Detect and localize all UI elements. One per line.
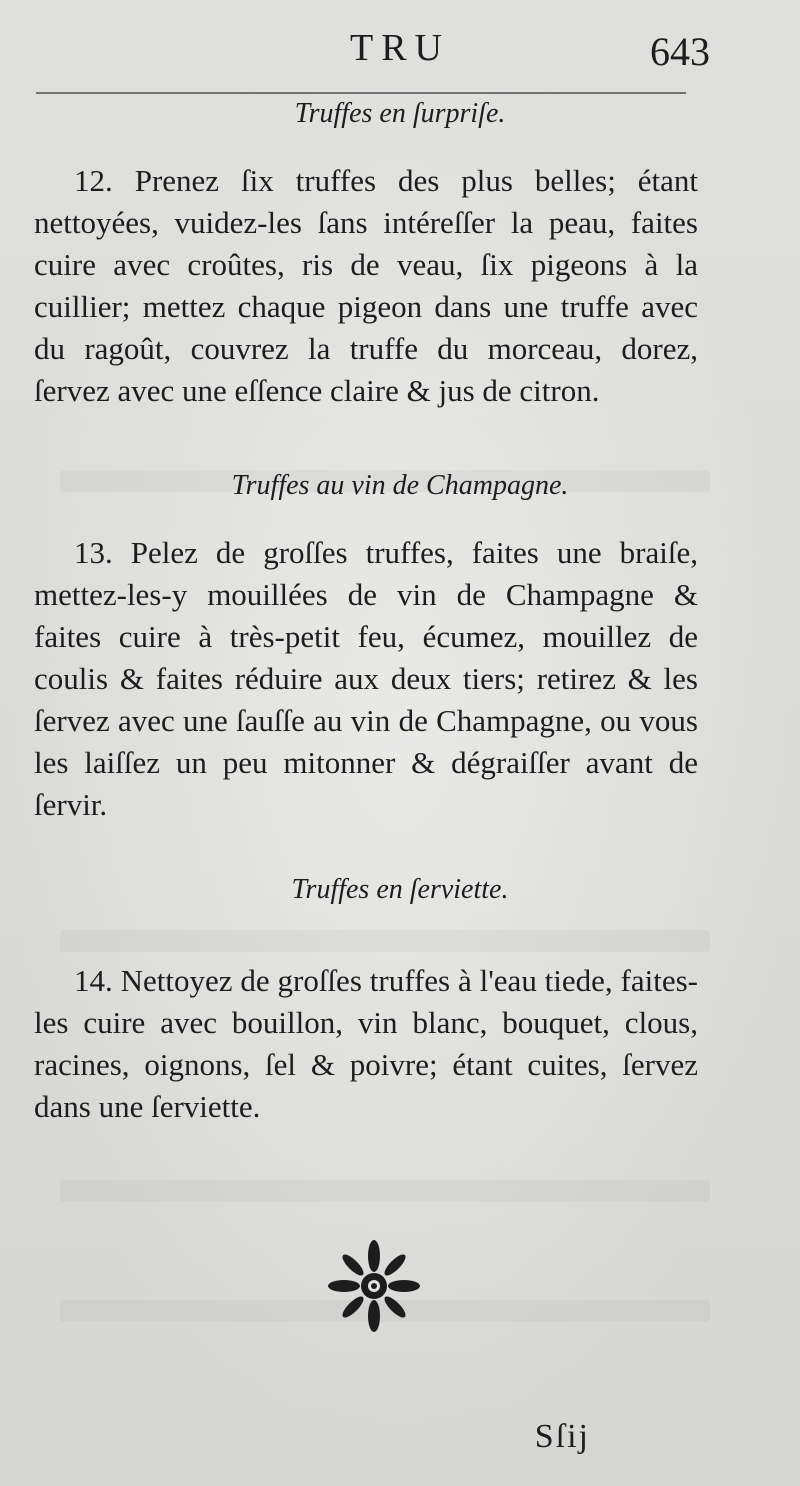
- show-through-shadow: [60, 930, 710, 952]
- show-through-shadow: [60, 1180, 710, 1202]
- signature-mark: Sſij: [534, 1418, 590, 1455]
- recipe-text: Prenez ſix truffes des plus belles; étant nettoyées, vuidez-les ſans intéreſſer la peau, faites cuire avec croûtes, ris de veau, ſix pigeons à la cuillier; mettez chaque pigeon dans une truffe avec du ragoût, couvrez la truffe du morceau, dorez, ſervez avec une eſſence claire & jus de citron.: [34, 163, 698, 408]
- recipe-number: 14.: [74, 963, 113, 998]
- recipe-text: Nettoyez de groſſes truffes à l'eau tiede, faites-les cuire avec bouillon, vin blanc, bouquet, clous, racines, oignons, ſel & poivre; étant cuites, ſervez dans une ſerviette.: [34, 963, 699, 1124]
- section-title: Truffes au vin de Champagne.: [231, 470, 569, 501]
- floral-ornament-icon: [328, 1240, 420, 1332]
- header-rule: [36, 92, 686, 94]
- recipe-paragraph: [34, 960, 698, 1128]
- recipe-number: 13.: [74, 535, 113, 570]
- section-title: Truffes en ſurpriſe.: [294, 98, 506, 129]
- recipe-paragraph: [34, 160, 698, 412]
- recipe-paragraph: [34, 532, 698, 826]
- page-number: 643: [650, 29, 710, 74]
- recipe-text: Pelez de groſſes truffes, faites une braiſe, mettez-les-y mouillées de vin de Champagne & faites cuire à très-petit feu, écumez, mouillez de coulis & faites réduire aux deux tiers; retirez & les ſervez avec une ſauſſe au vin de Champagne, ou vous les laiſſez un peu mitonner & dégraiſſer avant de ſervir.: [34, 535, 698, 822]
- running-head: TRU: [350, 27, 450, 69]
- recipe-number: 12.: [74, 163, 113, 198]
- page-header: [0, 26, 800, 76]
- section-title: Truffes en ſerviette.: [291, 874, 509, 905]
